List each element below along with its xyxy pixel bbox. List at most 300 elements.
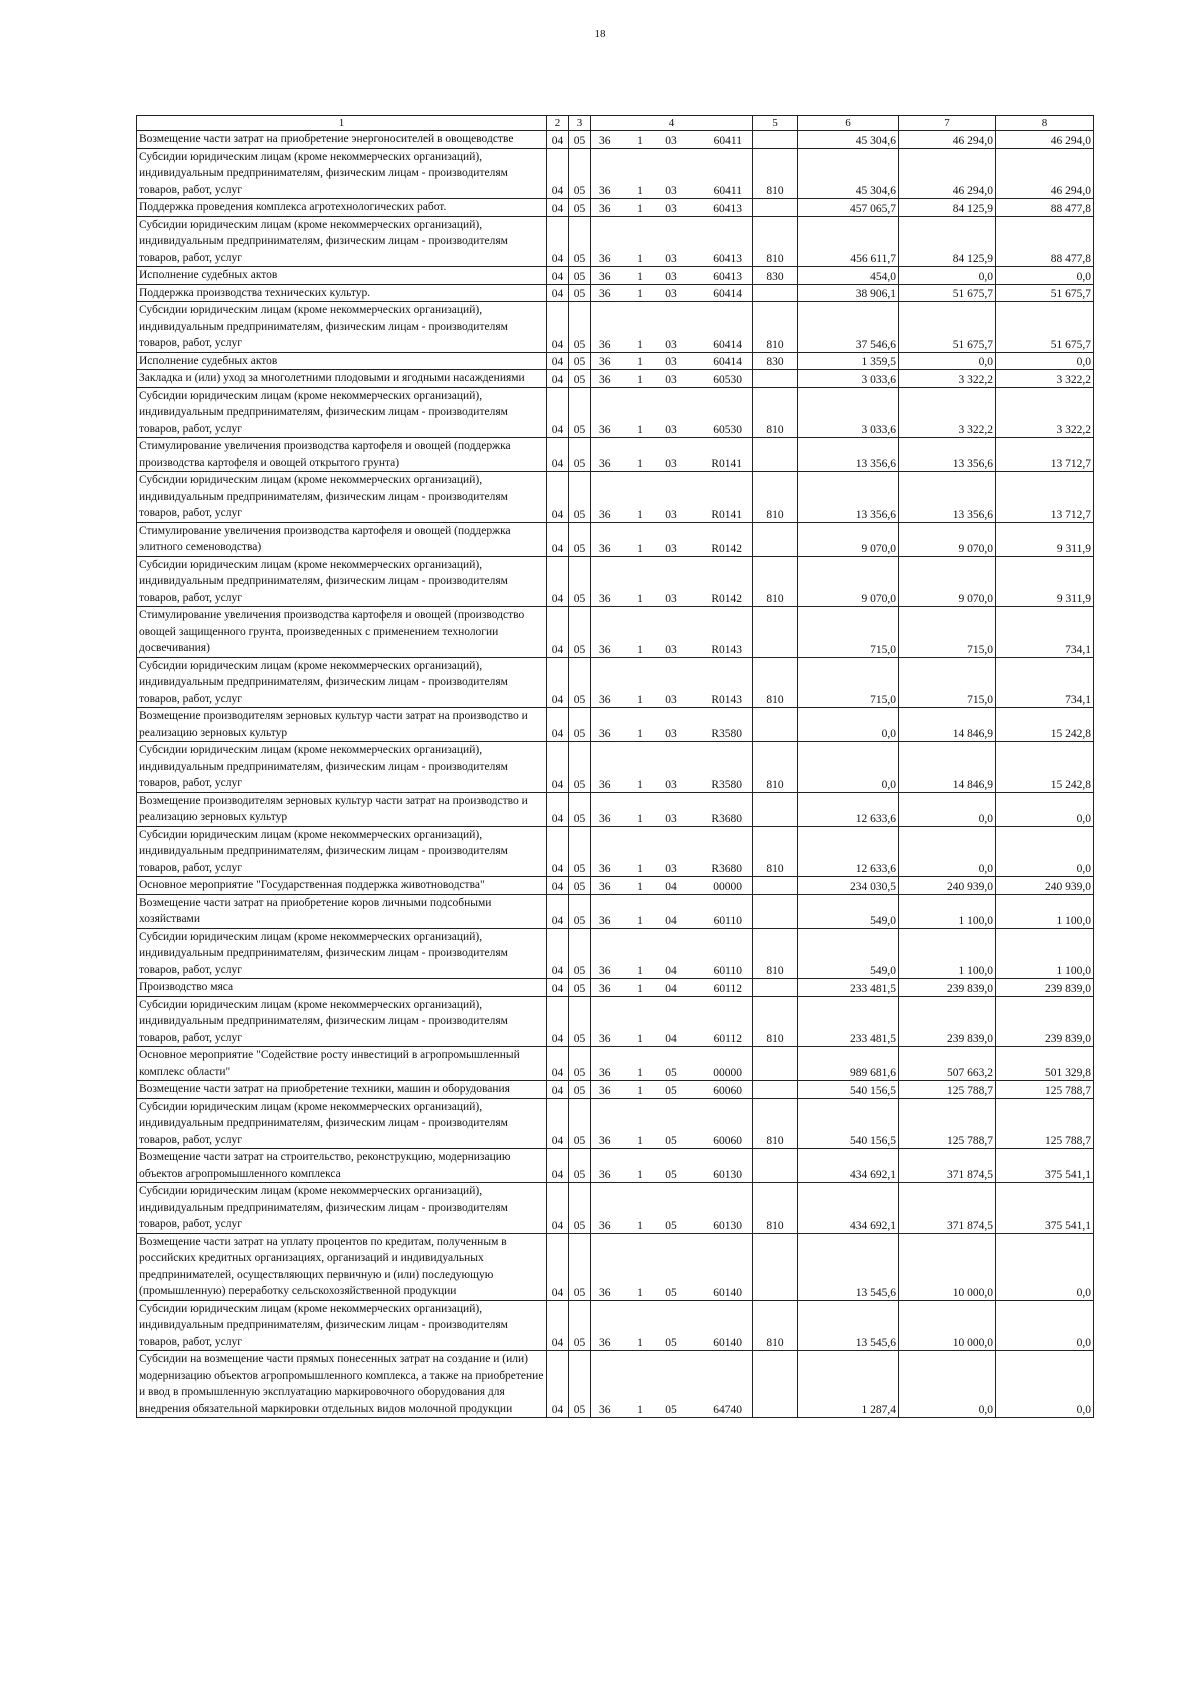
article-program: 36	[599, 643, 611, 656]
row-value-col7: 507 663,2	[899, 1047, 996, 1081]
row-section: 04	[547, 438, 569, 472]
article-event: 03	[665, 593, 677, 605]
row-section: 04	[547, 979, 569, 997]
article-program: 36	[599, 1219, 611, 1232]
row-target-article	[591, 894, 753, 928]
row-section: 04	[547, 877, 569, 895]
row-subsection: 05	[569, 131, 591, 149]
article-direction: 60112	[713, 1033, 742, 1045]
table-row	[137, 1098, 1094, 1149]
article-direction: 64740	[713, 1404, 742, 1416]
header-col-1: 1	[137, 116, 547, 131]
article-event: 03	[665, 288, 677, 300]
article-event: 03	[665, 508, 677, 521]
row-expense-type	[753, 131, 798, 149]
row-value-col7: 84 125,9	[899, 216, 996, 267]
article-event: 03	[665, 424, 677, 436]
row-value-col6: 9 070,0	[798, 522, 899, 556]
row-subsection: 05	[569, 370, 591, 388]
article-subprogram: 1	[637, 1169, 643, 1181]
article-program: 36	[599, 1067, 611, 1079]
table-row	[137, 438, 1094, 472]
article-event: 03	[665, 542, 677, 555]
table-row	[137, 742, 1094, 793]
article-program: 36	[599, 1286, 611, 1299]
row-value-col6: 3 033,6	[798, 370, 899, 388]
row-subsection: 05	[569, 928, 591, 979]
row-expense-type	[753, 438, 798, 472]
row-name: Возмещение части затрат на приобретение энергоносителей в овощеводстве	[137, 131, 547, 149]
article-event: 03	[665, 356, 677, 368]
article-subprogram: 1	[637, 458, 643, 470]
row-value-col8: 239 839,0	[996, 996, 1094, 1047]
article-program: 36	[599, 880, 611, 893]
article-event: 03	[665, 202, 677, 215]
article-subprogram: 1	[637, 373, 643, 386]
row-value-col7: 14 846,9	[899, 742, 996, 793]
article-subprogram: 1	[637, 982, 643, 995]
row-value-col6: 9 070,0	[798, 556, 899, 607]
row-section: 04	[547, 1081, 569, 1099]
row-subsection: 05	[569, 438, 591, 472]
table-row	[137, 556, 1094, 607]
article-subprogram: 1	[637, 863, 643, 875]
table-row	[137, 1351, 1094, 1418]
row-value-col6: 38 906,1	[798, 284, 899, 302]
article-direction: 60414	[713, 338, 742, 351]
article-event: 03	[665, 338, 677, 351]
row-value-col6: 13 356,6	[798, 438, 899, 472]
article-direction: 60530	[713, 424, 742, 436]
article-program: 36	[599, 982, 611, 995]
row-expense-type: 810	[753, 387, 798, 438]
row-value-col6: 13 356,6	[798, 472, 899, 523]
page-number: 18	[594, 28, 606, 40]
row-name: Возмещение производителям зерновых культур части затрат на производство и реализацию зерновых культур	[137, 708, 547, 742]
article-program: 36	[599, 338, 611, 351]
row-target-article	[591, 1183, 753, 1234]
article-program: 36	[599, 1084, 611, 1097]
row-target-article	[591, 1149, 753, 1183]
article-direction: 60413	[713, 270, 742, 283]
row-expense-type: 810	[753, 928, 798, 979]
row-name: Субсидии юридическим лицам (кроме некоммерческих организаций), индивидуальным предпринимателям, физическим лицам - производителям товаров, работ, услуг	[137, 556, 547, 607]
article-event: 03	[665, 253, 677, 265]
article-event: 04	[665, 880, 677, 893]
row-name: Субсидии юридическим лицам (кроме некоммерческих организаций), индивидуальным предпринимателям, физическим лицам - производителям товаров, работ, услуг	[137, 148, 547, 199]
row-value-col8: 0,0	[996, 352, 1094, 370]
article-direction: 00000	[713, 880, 742, 893]
article-subprogram: 1	[637, 1135, 643, 1147]
row-section: 04	[547, 1047, 569, 1081]
row-section: 04	[547, 894, 569, 928]
header-col-3: 3	[569, 116, 591, 131]
row-value-col8: 46 294,0	[996, 131, 1094, 149]
row-value-col8: 9 311,9	[996, 522, 1094, 556]
row-value-col8: 9 311,9	[996, 556, 1094, 607]
row-name: Субсидии юридическим лицам (кроме некоммерческих организаций), индивидуальным предпринимателям, физическим лицам - производителям товаров, работ, услуг	[137, 928, 547, 979]
row-expense-type: 810	[753, 1098, 798, 1149]
article-event: 03	[665, 134, 677, 147]
row-section: 04	[547, 284, 569, 302]
row-value-col8: 240 939,0	[996, 877, 1094, 895]
table-row	[137, 148, 1094, 199]
article-event: 05	[665, 1404, 677, 1416]
row-target-article	[591, 216, 753, 267]
row-value-col8: 125 788,7	[996, 1081, 1094, 1099]
row-section: 04	[547, 657, 569, 708]
article-subprogram: 1	[637, 694, 643, 706]
row-value-col8: 0,0	[996, 1351, 1094, 1418]
table-row	[137, 131, 1094, 149]
article-direction: 60130	[713, 1219, 742, 1232]
article-program: 36	[599, 1135, 611, 1147]
row-expense-type: 810	[753, 1183, 798, 1234]
row-target-article	[591, 607, 753, 658]
row-subsection: 05	[569, 267, 591, 285]
article-subprogram: 1	[637, 1067, 643, 1079]
article-direction: R3680	[711, 863, 742, 875]
article-program: 36	[599, 356, 611, 368]
row-value-col6: 0,0	[798, 708, 899, 742]
table-row	[137, 877, 1094, 895]
row-subsection: 05	[569, 1183, 591, 1234]
row-value-col7: 13 356,6	[899, 438, 996, 472]
row-name: Стимулирование увеличения производства картофеля и овощей (поддержка элитного семеноводства)	[137, 522, 547, 556]
row-value-col6: 549,0	[798, 928, 899, 979]
table-row	[137, 199, 1094, 217]
row-value-col7: 51 675,7	[899, 302, 996, 353]
row-name: Субсидии юридическим лицам (кроме некоммерческих организаций), индивидуальным предпринимателям, физическим лицам - производителям товаров, работ, услуг	[137, 387, 547, 438]
row-expense-type	[753, 284, 798, 302]
row-value-col7: 371 874,5	[899, 1183, 996, 1234]
row-subsection: 05	[569, 894, 591, 928]
article-subprogram: 1	[637, 202, 643, 215]
row-value-col8: 3 322,2	[996, 387, 1094, 438]
row-value-col8: 734,1	[996, 607, 1094, 658]
row-expense-type	[753, 894, 798, 928]
article-subprogram: 1	[637, 270, 643, 283]
article-subprogram: 1	[637, 914, 643, 927]
row-target-article	[591, 302, 753, 353]
article-subprogram: 1	[637, 338, 643, 351]
row-value-col7: 1 100,0	[899, 928, 996, 979]
row-section: 04	[547, 148, 569, 199]
article-program: 36	[599, 863, 611, 875]
row-name: Субсидии юридическим лицам (кроме некоммерческих организаций), индивидуальным предпринимателям, физическим лицам - производителям товаров, работ, услуг	[137, 1300, 547, 1351]
article-event: 05	[665, 1337, 677, 1349]
row-target-article	[591, 1098, 753, 1149]
row-target-article	[591, 1300, 753, 1351]
row-value-col8: 0,0	[996, 1300, 1094, 1351]
article-direction: 60411	[713, 185, 742, 197]
article-event: 03	[665, 778, 677, 791]
row-value-col6: 1 359,5	[798, 352, 899, 370]
row-value-col6: 45 304,6	[798, 148, 899, 199]
article-program: 36	[599, 694, 611, 706]
article-direction: 60112	[713, 982, 742, 995]
row-name: Возмещение части затрат на уплату процентов по кредитам, полученным в российских кредитных организациях, организаций и индивидуальных предпринимателей, осуществляющих первичную и (или) последующую (промышленную) переработку сельскохозяйственной продукции	[137, 1233, 547, 1300]
table-row	[137, 928, 1094, 979]
article-subprogram: 1	[637, 778, 643, 791]
row-section: 04	[547, 199, 569, 217]
article-program: 36	[599, 424, 611, 436]
row-subsection: 05	[569, 199, 591, 217]
row-name: Поддержка проведения комплекса агротехнологических работ.	[137, 199, 547, 217]
row-value-col8: 15 242,8	[996, 742, 1094, 793]
article-program: 36	[599, 185, 611, 197]
table-row	[137, 607, 1094, 658]
row-section: 04	[547, 607, 569, 658]
row-subsection: 05	[569, 826, 591, 877]
article-event: 03	[665, 812, 677, 825]
article-program: 36	[599, 593, 611, 605]
row-target-article	[591, 1081, 753, 1099]
row-value-col7: 0,0	[899, 352, 996, 370]
row-value-col6: 3 033,6	[798, 387, 899, 438]
row-name: Основное мероприятие "Государственная поддержка животноводства"	[137, 877, 547, 895]
row-subsection: 05	[569, 148, 591, 199]
row-value-col8: 1 100,0	[996, 928, 1094, 979]
row-value-col6: 12 633,6	[798, 792, 899, 826]
article-program: 36	[599, 288, 611, 300]
article-program: 36	[599, 458, 611, 470]
row-value-col7: 13 356,6	[899, 472, 996, 523]
article-event: 04	[665, 1033, 677, 1045]
article-direction: 60411	[713, 134, 742, 147]
article-program: 36	[599, 202, 611, 215]
row-value-col8: 88 477,8	[996, 216, 1094, 267]
table-row	[137, 387, 1094, 438]
header-col-5: 5	[753, 116, 798, 131]
row-value-col7: 10 000,0	[899, 1300, 996, 1351]
row-target-article	[591, 352, 753, 370]
article-program: 36	[599, 965, 611, 977]
row-expense-type: 810	[753, 302, 798, 353]
row-name: Закладка и (или) уход за многолетними плодовыми и ягодными насаждениями	[137, 370, 547, 388]
row-value-col8: 0,0	[996, 1233, 1094, 1300]
article-direction: R3580	[711, 778, 742, 791]
table-row	[137, 657, 1094, 708]
article-direction: 60140	[713, 1337, 742, 1349]
table-row	[137, 792, 1094, 826]
row-value-col6: 233 481,5	[798, 996, 899, 1047]
table-body	[137, 131, 1094, 1418]
row-subsection: 05	[569, 996, 591, 1047]
row-value-col6: 457 065,7	[798, 199, 899, 217]
row-section: 04	[547, 1300, 569, 1351]
article-program: 36	[599, 1404, 611, 1416]
row-expense-type	[753, 607, 798, 658]
row-target-article	[591, 928, 753, 979]
row-expense-type	[753, 522, 798, 556]
row-name: Субсидии юридическим лицам (кроме некоммерческих организаций), индивидуальным предпринимателям, физическим лицам - производителям товаров, работ, услуг	[137, 472, 547, 523]
row-target-article	[591, 387, 753, 438]
table-row	[137, 284, 1094, 302]
row-expense-type	[753, 877, 798, 895]
article-program: 36	[599, 1169, 611, 1181]
row-subsection: 05	[569, 1351, 591, 1418]
row-value-col7: 240 939,0	[899, 877, 996, 895]
table-row	[137, 302, 1094, 353]
row-target-article	[591, 657, 753, 708]
row-value-col7: 239 839,0	[899, 979, 996, 997]
row-expense-type: 830	[753, 352, 798, 370]
row-section: 04	[547, 387, 569, 438]
row-value-col6: 434 692,1	[798, 1149, 899, 1183]
row-value-col8: 0,0	[996, 826, 1094, 877]
row-name: Исполнение судебных актов	[137, 267, 547, 285]
row-section: 04	[547, 131, 569, 149]
row-target-article	[591, 708, 753, 742]
table-row	[137, 472, 1094, 523]
row-value-col8: 0,0	[996, 267, 1094, 285]
row-value-col6: 13 545,6	[798, 1300, 899, 1351]
row-value-col7: 125 788,7	[899, 1098, 996, 1149]
article-event: 03	[665, 373, 677, 386]
table-header-row	[137, 116, 1094, 131]
row-section: 04	[547, 1233, 569, 1300]
article-direction: R3680	[711, 812, 742, 825]
article-direction: 60060	[713, 1084, 742, 1097]
row-value-col7: 1 100,0	[899, 894, 996, 928]
row-section: 04	[547, 1149, 569, 1183]
row-name: Возмещение производителям зерновых культур части затрат на производство и реализацию зерновых культур	[137, 792, 547, 826]
row-expense-type	[753, 979, 798, 997]
row-name: Субсидии юридическим лицам (кроме некоммерческих организаций), индивидуальным предпринимателям, физическим лицам - производителям товаров, работ, услуг	[137, 1098, 547, 1149]
table-row	[137, 1149, 1094, 1183]
row-name: Стимулирование увеличения производства картофеля и овощей (поддержка производства картофеля и овощей открытого грунта)	[137, 438, 547, 472]
row-value-col8: 0,0	[996, 792, 1094, 826]
article-subprogram: 1	[637, 593, 643, 605]
row-subsection: 05	[569, 1233, 591, 1300]
row-value-col6: 1 287,4	[798, 1351, 899, 1418]
row-target-article	[591, 199, 753, 217]
row-expense-type: 810	[753, 742, 798, 793]
row-value-col6: 233 481,5	[798, 979, 899, 997]
header-col-2: 2	[547, 116, 569, 131]
row-value-col8: 51 675,7	[996, 302, 1094, 353]
row-section: 04	[547, 996, 569, 1047]
row-value-col7: 14 846,9	[899, 708, 996, 742]
row-section: 04	[547, 352, 569, 370]
row-subsection: 05	[569, 387, 591, 438]
article-program: 36	[599, 134, 611, 147]
row-value-col6: 234 030,5	[798, 877, 899, 895]
table-row	[137, 352, 1094, 370]
table-row	[137, 267, 1094, 285]
table-row	[137, 1081, 1094, 1099]
row-value-col6: 0,0	[798, 742, 899, 793]
row-target-article	[591, 792, 753, 826]
row-value-col6: 549,0	[798, 894, 899, 928]
row-value-col8: 13 712,7	[996, 438, 1094, 472]
row-name: Субсидии юридическим лицам (кроме некоммерческих организаций), индивидуальным предпринимателям, физическим лицам - производителям товаров, работ, услуг	[137, 302, 547, 353]
row-target-article	[591, 148, 753, 199]
row-value-col6: 434 692,1	[798, 1183, 899, 1234]
row-target-article	[591, 1351, 753, 1418]
article-subprogram: 1	[637, 880, 643, 893]
article-program: 36	[599, 812, 611, 825]
row-subsection: 05	[569, 607, 591, 658]
article-direction: R0142	[711, 593, 742, 605]
article-direction: 60140	[713, 1286, 742, 1299]
row-value-col8: 125 788,7	[996, 1098, 1094, 1149]
row-subsection: 05	[569, 302, 591, 353]
article-event: 03	[665, 643, 677, 656]
row-value-col7: 0,0	[899, 1351, 996, 1418]
row-expense-type	[753, 370, 798, 388]
row-section: 04	[547, 928, 569, 979]
row-section: 04	[547, 556, 569, 607]
row-value-col6: 12 633,6	[798, 826, 899, 877]
article-subprogram: 1	[637, 356, 643, 368]
row-name: Субсидии юридическим лицам (кроме некоммерческих организаций), индивидуальным предпринимателям, физическим лицам - производителям товаров, работ, услуг	[137, 826, 547, 877]
article-direction: R0141	[711, 458, 742, 470]
row-target-article	[591, 826, 753, 877]
row-expense-type: 810	[753, 556, 798, 607]
article-subprogram: 1	[637, 1033, 643, 1045]
row-value-col8: 1 100,0	[996, 894, 1094, 928]
row-subsection: 05	[569, 352, 591, 370]
row-section: 04	[547, 742, 569, 793]
row-name: Производство мяса	[137, 979, 547, 997]
article-event: 05	[665, 1084, 677, 1097]
row-subsection: 05	[569, 556, 591, 607]
row-target-article	[591, 131, 753, 149]
row-target-article	[591, 877, 753, 895]
row-section: 04	[547, 267, 569, 285]
row-value-col7: 0,0	[899, 267, 996, 285]
article-subprogram: 1	[637, 288, 643, 300]
row-value-col8: 3 322,2	[996, 370, 1094, 388]
article-direction: 60530	[713, 373, 742, 386]
row-section: 04	[547, 522, 569, 556]
row-subsection: 05	[569, 522, 591, 556]
row-name: Субсидии юридическим лицам (кроме некоммерческих организаций), индивидуальным предпринимателям, физическим лицам - производителям товаров, работ, услуг	[137, 996, 547, 1047]
article-program: 36	[599, 1033, 611, 1045]
row-value-col6: 45 304,6	[798, 131, 899, 149]
article-program: 36	[599, 542, 611, 555]
article-subprogram: 1	[637, 508, 643, 521]
row-name: Возмещение части затрат на строительство, реконструкцию, модернизацию объектов агропромышленного комплекса	[137, 1149, 547, 1183]
row-value-col7: 125 788,7	[899, 1081, 996, 1099]
row-target-article	[591, 284, 753, 302]
row-subsection: 05	[569, 216, 591, 267]
row-value-col7: 715,0	[899, 607, 996, 658]
row-expense-type	[753, 1081, 798, 1099]
row-value-col6: 37 546,6	[798, 302, 899, 353]
article-event: 04	[665, 914, 677, 927]
row-expense-type	[753, 708, 798, 742]
article-event: 03	[665, 185, 677, 197]
article-event: 03	[665, 458, 677, 470]
article-subprogram: 1	[637, 1219, 643, 1232]
article-direction: 60414	[713, 288, 742, 300]
article-subprogram: 1	[637, 1337, 643, 1349]
article-program: 36	[599, 728, 611, 740]
article-direction: 00000	[713, 1067, 742, 1079]
row-target-article	[591, 438, 753, 472]
row-expense-type: 810	[753, 657, 798, 708]
article-event: 05	[665, 1219, 677, 1232]
row-value-col6: 715,0	[798, 607, 899, 658]
row-value-col7: 371 874,5	[899, 1149, 996, 1183]
row-target-article	[591, 556, 753, 607]
table-row	[137, 708, 1094, 742]
row-value-col8: 51 675,7	[996, 284, 1094, 302]
row-subsection: 05	[569, 1300, 591, 1351]
